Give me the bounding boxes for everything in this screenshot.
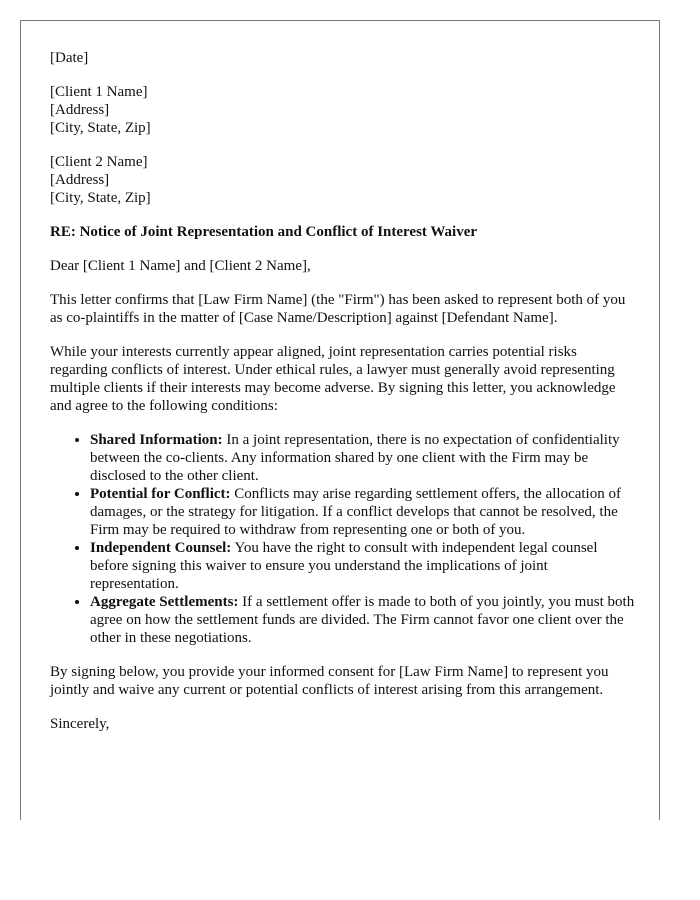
client-1-name: [Client 1 Name] (50, 84, 148, 100)
condition-title: Aggregate Settlements: (90, 594, 239, 610)
condition-potential-conflict (90, 485, 638, 539)
conditions-list (50, 431, 638, 647)
letter-body (50, 49, 638, 749)
condition-text: In a joint representation, there is no expectation of confidentiality between the co-clients. Any information shared by one client with the Firm may be disclosed to the other client. (90, 432, 620, 484)
risk-paragraph: While your interests currently appear aligned, joint representation carries potential risks regarding conflicts of interest. Under ethical rules, a lawyer must generally avoid representing multiple clients if their interests may become adverse. By signing this letter, you acknowledge and agree to the following conditions: (50, 344, 616, 414)
condition-title: Shared Information: (90, 432, 223, 448)
subject-line: RE: Notice of Joint Representation and Conflict of Interest Waiver (50, 224, 478, 240)
condition-text: You have the right to consult with independent legal counsel before signing this waiver to ensure you understand the implications of joint representation. (90, 540, 598, 592)
letter-date: [Date] (50, 50, 89, 66)
salutation: Dear [Client 1 Name] and [Client 2 Name], (50, 258, 311, 274)
client-2-address: [Address] (50, 172, 110, 188)
condition-text: Conflicts may arise regarding settlement offers, the allocation of damages, or the strategy for litigation. If a conflict develops that cannot be resolved, the Firm may be required to withdraw from representing one or both of you. (90, 486, 621, 538)
intro-paragraph: This letter confirms that [Law Firm Name] (the "Firm") has been asked to represent both of you as co-plaintiffs in the matter of [Case Name/Description] against [Defendant Name]. (50, 292, 626, 326)
condition-text: If a settlement offer is made to both of you jointly, you must both agree on how the settlement funds are divided. The Firm cannot favor one client over the other in these negotiations. (90, 594, 635, 646)
condition-title: Potential for Conflict: (90, 486, 231, 502)
consent-paragraph: By signing below, you provide your informed consent for [Law Firm Name] to represent you jointly and waive any current or potential conflicts of interest arising from this arrangement. (50, 664, 609, 698)
client-2-city-state-zip: [City, State, Zip] (50, 190, 151, 206)
client-2-address-block (50, 153, 638, 207)
condition-title: Independent Counsel: (90, 540, 232, 556)
client-2-name: [Client 2 Name] (50, 154, 148, 170)
closing: Sincerely, (50, 716, 110, 732)
condition-shared-information (90, 431, 638, 485)
client-1-city-state-zip: [City, State, Zip] (50, 120, 151, 136)
condition-independent-counsel (90, 539, 638, 593)
client-1-address-block (50, 83, 638, 137)
condition-aggregate-settlements (90, 593, 638, 647)
letter-page (20, 20, 660, 820)
client-1-address: [Address] (50, 102, 110, 118)
